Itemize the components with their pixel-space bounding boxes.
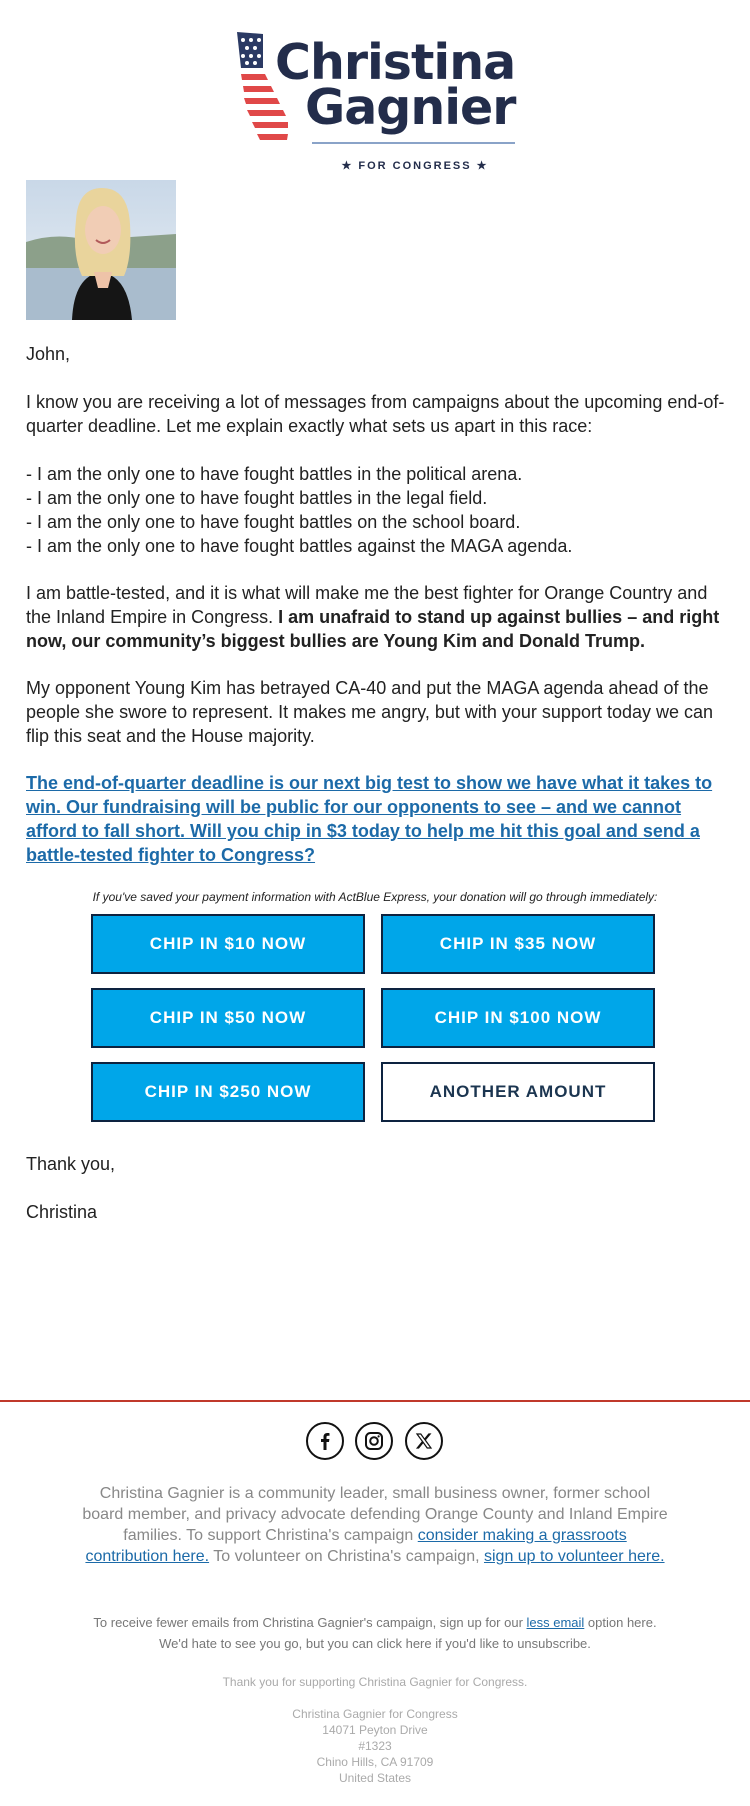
- logo-rule: [312, 142, 515, 144]
- volunteer-link[interactable]: sign up to volunteer here.: [483, 1548, 665, 1565]
- greeting: John,: [26, 344, 71, 364]
- intro-paragraph: I know you are receiving a lot of messages from campaigns about the upcoming end-of-quarter deadline. Let me explain exactly what sets us apart in this race:: [26, 392, 725, 436]
- logo-tagline: ★ FOR CONGRESS ★: [341, 160, 489, 172]
- list-item: - I am the only one to have fought battles against the MAGA agenda.: [26, 536, 573, 556]
- volunteer-text: To volunteer on Christina's campaign,: [209, 1548, 484, 1565]
- instagram-icon[interactable]: [355, 1422, 393, 1460]
- donate-ask-link[interactable]: The end-of-quarter deadline is our next big test to show we have what it takes to win. Our fundraising will be public for our opponents to see – and we cannot afford to fall short. Will you chip in $3 today to help me hit this goal and send a battle-tested fighter to Congress?: [26, 773, 713, 865]
- address-line: United States: [338, 1771, 412, 1785]
- signature: Christina: [26, 1202, 98, 1222]
- battle-tested-paragraph: [26, 581, 726, 653]
- logo-first-name: Christina: [275, 34, 516, 91]
- footer-thanks: Thank you for supporting Christina Gagnier for Congress.: [222, 1675, 528, 1689]
- footer-bio: [80, 1483, 670, 1567]
- paragraph-text: I am battle-tested, and it is what will make me the best fighter for Orange Country and the Inland Empire in Congress.: [26, 583, 708, 627]
- fewer-emails-text: To receive fewer emails from Christina Gagnier's campaign, sign up for our: [93, 1615, 527, 1630]
- address-line: Chino Hills, CA 91709: [316, 1755, 434, 1769]
- candidate-photo: [26, 180, 176, 320]
- x-icon[interactable]: [405, 1422, 443, 1460]
- address-line: #1323: [358, 1739, 392, 1753]
- signoff: Thank you,: [26, 1154, 116, 1174]
- chip-in-250-button[interactable]: CHIP IN $250 NOW: [91, 1062, 365, 1122]
- address-line: Christina Gagnier for Congress: [292, 1707, 458, 1721]
- unsubscribe-text[interactable]: option here. We'd hate to see you go, but you can click here if you'd like to unsubscribe.: [159, 1615, 657, 1651]
- contribution-link[interactable]: consider making a grassroots contribution here.: [85, 1527, 627, 1565]
- logo-last-name: Gagnier: [305, 79, 516, 136]
- chip-in-35-button[interactable]: CHIP IN $35 NOW: [381, 914, 655, 974]
- address-line: 14071 Peyton Drive: [322, 1723, 428, 1737]
- mailing-address: [80, 1706, 670, 1786]
- chip-in-100-button[interactable]: CHIP IN $100 NOW: [381, 988, 655, 1048]
- actblue-note: If you've saved your payment information with ActBlue Express, your donation will go through immediately:: [92, 890, 658, 904]
- opponent-paragraph: My opponent Young Kim has betrayed CA-40 and put the MAGA agenda ahead of the people she swore to represent. It makes me angry, but with your support today we can flip this seat and the House majority.: [26, 678, 714, 746]
- fewer-emails-notice: [80, 1612, 670, 1654]
- chip-in-10-button[interactable]: CHIP IN $10 NOW: [91, 914, 365, 974]
- another-amount-button[interactable]: ANOTHER AMOUNT: [381, 1062, 655, 1122]
- bullet-list: [26, 462, 726, 558]
- list-item: - I am the only one to have fought battles in the political arena.: [26, 464, 523, 484]
- footer-divider: [0, 1400, 750, 1402]
- paragraph-bold-text: I am unafraid to stand up against bullies – and right now, our community’s biggest bullies are Young Kim and Donald Trump.: [26, 607, 720, 651]
- campaign-logo: [220, 28, 525, 172]
- facebook-icon[interactable]: [306, 1422, 344, 1460]
- chip-in-50-button[interactable]: CHIP IN $50 NOW: [91, 988, 365, 1048]
- footer-bio-text: Christina Gagnier is a community leader, small business owner, former school board member, and privacy advocate defending Orange County and Inland Empire families. To support Christina's campaign: [82, 1485, 668, 1544]
- list-item: - I am the only one to have fought battles on the school board.: [26, 512, 521, 532]
- list-item: - I am the only one to have fought battles in the legal field.: [26, 488, 488, 508]
- less-email-link[interactable]: less email: [526, 1615, 585, 1630]
